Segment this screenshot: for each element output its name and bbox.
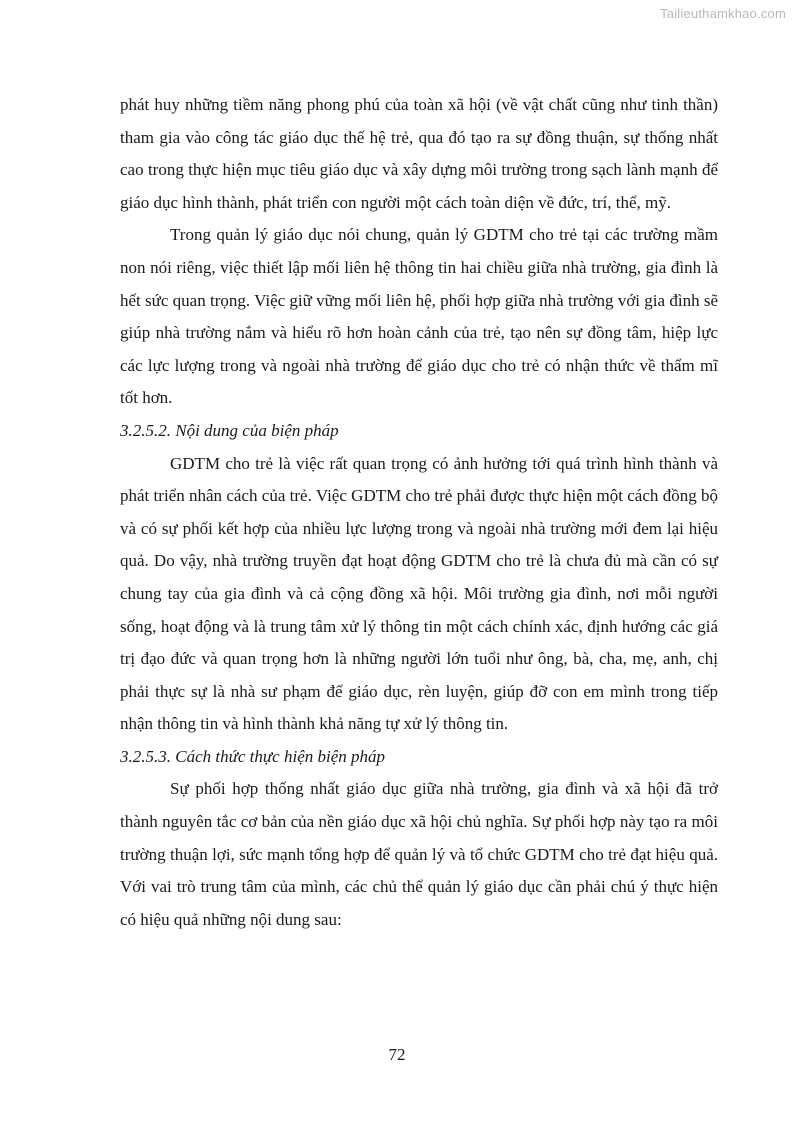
paragraph-coordination: Sự phối hợp thống nhất giáo dục giữa nhà trường, gia đình và xã hội đã trở thành nguyên tắc cơ bản của nền giáo dục xã hội chủ nghĩa. Sự phối hợp này tạo ra môi trường thuận lợi, sức mạnh tổng hợp để quản lý và tổ chức GDTM cho trẻ đạt hiệu quả. Với vai trò trung tâm của mình, các chủ thể quản lý giáo dục cần phải chú ý thực hiện có hiệu quả những nội dung sau: (120, 779, 718, 929)
watermark-text: Tailieuthamkhao.com (660, 6, 786, 21)
page-number: 72 (388, 1045, 406, 1064)
document-body (120, 89, 718, 936)
paragraph-management-communication: Trong quản lý giáo dục nói chung, quản lý GDTM cho trẻ tại các trường mầm non nói riêng, việc thiết lập mối liên hệ thông tin hai chiều giữa nhà trường, gia đình là hết sức quan trọng. Việc giữ vững mối liên hệ, phối hợp giữa nhà trường với gia đình sẽ giúp nhà trường nắm và hiểu rõ hơn hoàn cảnh của trẻ, tạo nên sự đồng tâm, hiệp lực các lực lượng trong và ngoài nhà trường để giáo dục cho trẻ có nhận thức về thẩm mĩ tốt hơn. (120, 225, 718, 408)
section-heading-content: 3.2.5.2. Nội dung của biện pháp (120, 420, 339, 440)
paragraph-continuation: phát huy những tiềm năng phong phú của toàn xã hội (về vật chất cũng như tinh thần) tham gia vào công tác giáo dục thế hệ trẻ, qua đó tạo ra sự đồng thuận, sự thống nhất cao trong thực hiện mục tiêu giáo dục và xây dựng môi trường trong sạch lành mạnh để giáo dục hình thành, phát triển con người một cách toàn diện về đức, trí, thể, mỹ. (120, 95, 718, 212)
section-heading-method: 3.2.5.3. Cách thức thực hiện biện pháp (120, 746, 386, 766)
paragraph-gdtm-importance: GDTM cho trẻ là việc rất quan trọng có ảnh hưởng tới quá trình hình thành và phát triển nhân cách của trẻ. Việc GDTM cho trẻ phải được thực hiện một cách đồng bộ và có sự phối kết hợp của nhiều lực lượng trong và ngoài nhà trường mới đem lại hiệu quả. Do vậy, nhà trường truyền đạt hoạt động GDTM cho trẻ là chưa đủ mà cần có sự chung tay của gia đình và cả cộng đồng xã hội. Môi trường gia đình, nơi mỗi người sống, hoạt động và là trung tâm xử lý thông tin một cách chính xác, định hướng các giá trị đạo đức và quan trọng hơn là những người lớn tuổi như ông, bà, cha, mẹ, anh, chị phải thực sự là nhà sư phạm để giáo dục, rèn luyện, giúp đỡ con em mình trong tiếp nhận thông tin và hình thành khả năng tự xử lý thông tin. (120, 453, 718, 734)
